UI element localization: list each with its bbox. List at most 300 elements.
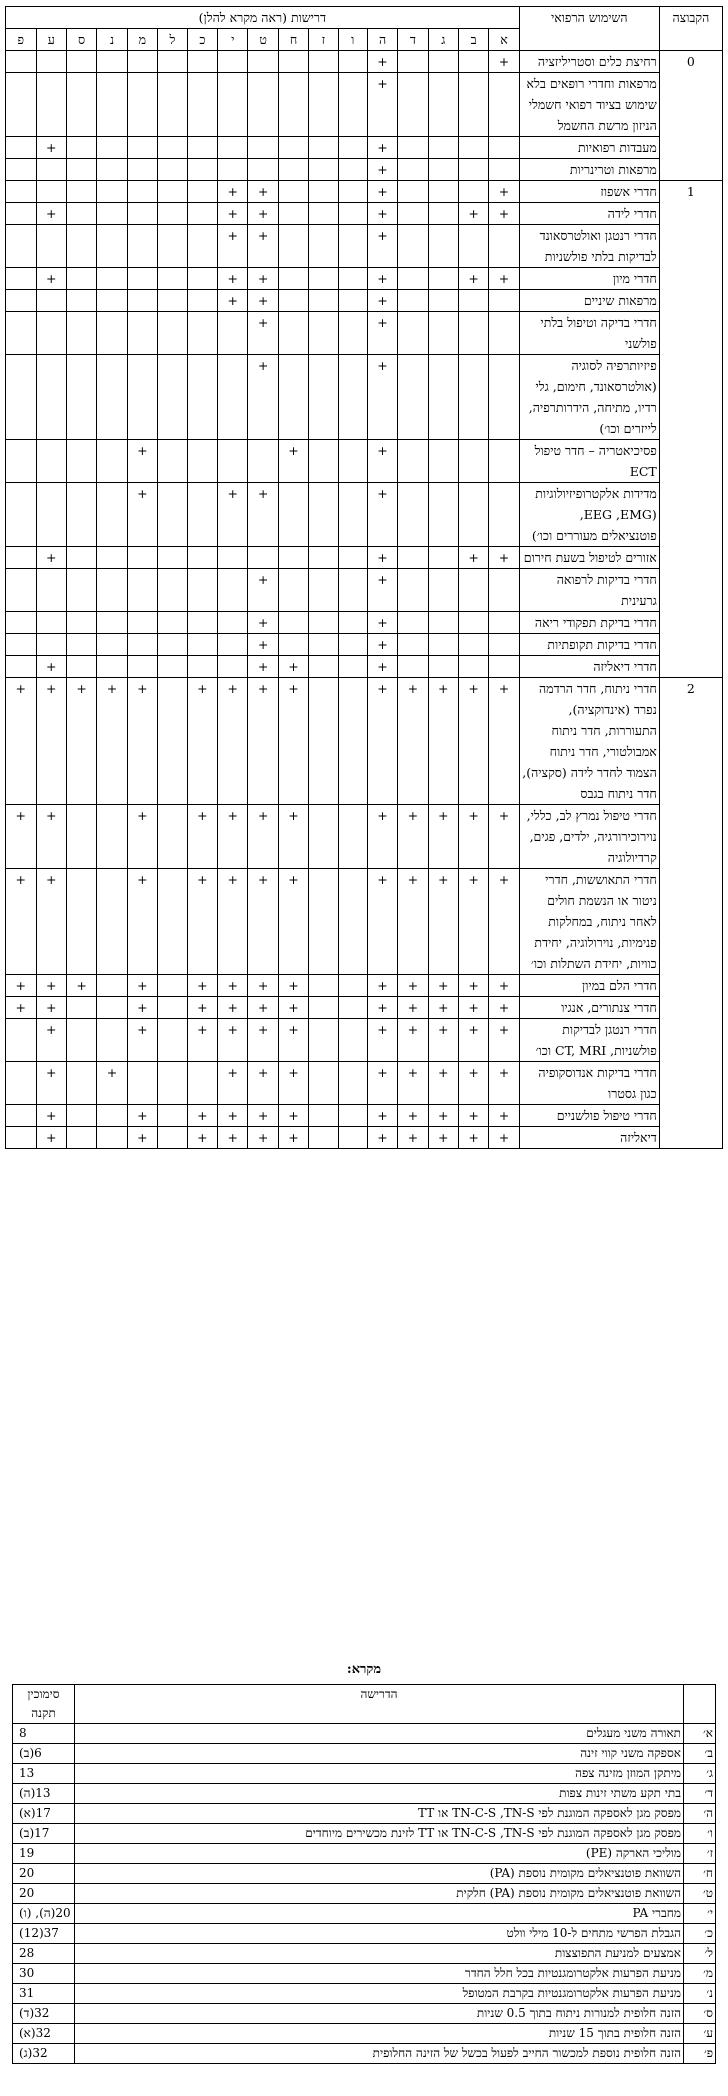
requirement-empty — [158, 73, 188, 137]
legend-row — [13, 1944, 716, 1964]
requirement-mark: + — [36, 805, 66, 869]
legend-letter: ב׳ — [684, 1744, 716, 1764]
requirement-empty — [338, 805, 367, 869]
header-letter: ח — [278, 29, 308, 51]
requirement-empty — [97, 612, 127, 634]
requirement-empty — [127, 268, 157, 290]
requirement-empty — [158, 312, 188, 355]
requirement-mark: + — [127, 975, 157, 997]
table-row — [6, 1019, 723, 1062]
header-group: הקבוצה — [659, 7, 722, 51]
requirement-empty — [218, 73, 248, 137]
requirement-empty — [97, 355, 127, 440]
requirement-mark: + — [278, 975, 308, 997]
requirement-empty — [66, 290, 96, 312]
header-letter: י — [218, 29, 248, 51]
header-letter: א — [489, 29, 519, 51]
legend-row — [13, 1744, 716, 1764]
requirement-empty — [66, 137, 96, 159]
requirement-empty — [97, 656, 127, 678]
requirement-empty — [218, 612, 248, 634]
requirement-empty — [97, 569, 127, 612]
requirement-mark: + — [458, 997, 488, 1019]
requirement-mark: + — [489, 869, 519, 975]
requirement-mark: + — [66, 678, 96, 805]
requirement-mark: + — [248, 1105, 278, 1127]
requirement-mark: + — [367, 547, 397, 569]
requirement-mark: + — [187, 1105, 217, 1127]
legend-clause: 17(א) — [13, 1804, 75, 1824]
legend-row — [13, 1844, 716, 1864]
requirement-empty — [158, 203, 188, 225]
requirement-empty — [398, 634, 428, 656]
requirement-empty — [458, 483, 488, 547]
requirement-empty — [338, 51, 367, 73]
medical-use: מדידות אלקטרופיזיולוגיות (EEG ,EMG, פוטנציאלים מעוררים וכו׳) — [519, 483, 659, 547]
legend-clause: 32(א) — [13, 2024, 75, 2044]
requirement-empty — [398, 203, 428, 225]
legend-requirement: מניעת הפרעות אלקטרומגנטיות בכל חלל החדר — [75, 1964, 684, 1984]
requirement-empty — [127, 159, 157, 181]
requirement-empty — [398, 612, 428, 634]
requirement-empty — [66, 1019, 96, 1062]
requirement-mark: + — [458, 1019, 488, 1062]
requirement-empty — [458, 225, 488, 268]
requirement-empty — [158, 440, 188, 483]
legend-letter: ד׳ — [684, 1784, 716, 1804]
requirement-empty — [6, 1127, 37, 1149]
requirement-empty — [66, 805, 96, 869]
requirement-empty — [428, 547, 458, 569]
requirement-empty — [309, 612, 338, 634]
requirement-mark: + — [218, 678, 248, 805]
requirement-empty — [489, 656, 519, 678]
requirement-empty — [398, 656, 428, 678]
requirement-mark: + — [36, 137, 66, 159]
legend-clause: 32(ד) — [13, 2004, 75, 2024]
requirement-mark: + — [489, 181, 519, 203]
header-letter: ה — [367, 29, 397, 51]
legend-requirement: מיתקן המוזן מזינה צפה — [75, 1764, 684, 1784]
requirement-empty — [398, 137, 428, 159]
requirement-empty — [66, 634, 96, 656]
requirement-empty — [458, 181, 488, 203]
requirement-empty — [6, 268, 37, 290]
requirement-empty — [158, 225, 188, 268]
requirement-empty — [309, 997, 338, 1019]
requirement-empty — [6, 612, 37, 634]
requirement-mark: + — [367, 612, 397, 634]
requirement-empty — [158, 569, 188, 612]
requirement-empty — [6, 1105, 37, 1127]
requirement-mark: + — [367, 1019, 397, 1062]
legend-letter: ז׳ — [684, 1844, 716, 1864]
requirement-empty — [187, 225, 217, 268]
requirement-mark: + — [6, 678, 37, 805]
requirement-mark: + — [428, 805, 458, 869]
requirement-empty — [97, 137, 127, 159]
legend-header-requirement: הדרישה — [75, 1685, 684, 1724]
requirement-mark: + — [458, 869, 488, 975]
legend-letter: ס׳ — [684, 2004, 716, 2024]
requirement-mark: + — [218, 975, 248, 997]
requirement-empty — [309, 73, 338, 137]
requirement-empty — [187, 268, 217, 290]
requirement-mark: + — [398, 805, 428, 869]
requirement-mark: + — [367, 290, 397, 312]
requirement-empty — [489, 159, 519, 181]
requirement-mark: + — [127, 869, 157, 975]
requirement-empty — [187, 440, 217, 483]
requirement-empty — [158, 975, 188, 997]
requirement-empty — [36, 440, 66, 483]
medical-use: חדרי בדיקה וטיפול בלתי פולשני — [519, 312, 659, 355]
requirement-empty — [97, 290, 127, 312]
requirement-mark: + — [458, 203, 488, 225]
legend-letter: כ׳ — [684, 1924, 716, 1944]
requirement-empty — [338, 547, 367, 569]
requirement-empty — [398, 51, 428, 73]
requirement-mark: + — [278, 678, 308, 805]
requirement-empty — [158, 612, 188, 634]
legend-header-clause: סימוכין תקנה — [13, 1685, 75, 1724]
requirement-mark: + — [428, 1105, 458, 1127]
requirement-mark: + — [278, 805, 308, 869]
requirement-empty — [127, 355, 157, 440]
requirement-mark: + — [6, 997, 37, 1019]
requirement-mark: + — [278, 440, 308, 483]
requirement-mark: + — [36, 1127, 66, 1149]
header-letter: ס — [66, 29, 96, 51]
legend-header-letter — [684, 1685, 716, 1724]
medical-use: חדרי לידה — [519, 203, 659, 225]
requirement-mark: + — [248, 975, 278, 997]
requirement-mark: + — [248, 612, 278, 634]
requirement-empty — [97, 1105, 127, 1127]
requirement-empty — [338, 1127, 367, 1149]
requirement-mark: + — [398, 1062, 428, 1105]
requirement-empty — [489, 312, 519, 355]
requirement-empty — [398, 290, 428, 312]
requirement-mark: + — [367, 483, 397, 547]
requirement-mark: + — [278, 1062, 308, 1105]
requirement-empty — [187, 73, 217, 137]
legend-row — [13, 1924, 716, 1944]
requirement-empty — [66, 612, 96, 634]
requirement-mark: + — [97, 678, 127, 805]
requirement-empty — [458, 612, 488, 634]
requirement-empty — [66, 203, 96, 225]
requirement-empty — [6, 1019, 37, 1062]
requirement-empty — [6, 569, 37, 612]
requirement-empty — [458, 73, 488, 137]
requirement-empty — [36, 612, 66, 634]
legend-row — [13, 1824, 716, 1844]
requirement-empty — [97, 805, 127, 869]
legend-requirement: השוואת פוטנציאלים מקומית נוספת (PA) חלקית — [75, 1884, 684, 1904]
legend-requirement: מפסק מגן לאספקה המוגנת לפי TN-C-S ,TN-S או TT לזינת מכשירים מיוחדים — [75, 1824, 684, 1844]
requirement-empty — [458, 137, 488, 159]
requirement-empty — [398, 268, 428, 290]
requirement-mark: + — [428, 997, 458, 1019]
requirement-mark: + — [187, 805, 217, 869]
requirement-empty — [66, 51, 96, 73]
requirement-empty — [338, 1105, 367, 1127]
requirement-empty — [187, 656, 217, 678]
medical-use: חדרי הלם במיון — [519, 975, 659, 997]
requirement-empty — [278, 483, 308, 547]
requirement-empty — [187, 569, 217, 612]
requirement-empty — [278, 225, 308, 268]
requirement-empty — [66, 225, 96, 268]
legend-requirement: מפסק מגן לאספקה המוגנת לפי TN-C-S ,TN-S או TT — [75, 1804, 684, 1824]
legend-letter: פ׳ — [684, 2044, 716, 2064]
legend-requirement: אספקה משני קווי זינה — [75, 1744, 684, 1764]
requirement-empty — [158, 159, 188, 181]
legend-requirement: בתי תקע משתי זינות צפות — [75, 1784, 684, 1804]
requirement-mark: + — [248, 483, 278, 547]
requirement-empty — [36, 51, 66, 73]
legend-letter: ע׳ — [684, 2024, 716, 2044]
requirement-empty — [428, 440, 458, 483]
requirement-empty — [66, 656, 96, 678]
requirement-empty — [428, 225, 458, 268]
requirement-mark: + — [248, 1062, 278, 1105]
requirement-empty — [309, 203, 338, 225]
requirement-empty — [66, 181, 96, 203]
requirement-empty — [458, 159, 488, 181]
requirement-mark: + — [248, 678, 278, 805]
requirement-empty — [158, 547, 188, 569]
requirement-empty — [428, 159, 458, 181]
requirement-empty — [158, 1127, 188, 1149]
legend-letter: ה׳ — [684, 1804, 716, 1824]
legend-row — [13, 1784, 716, 1804]
requirement-empty — [338, 634, 367, 656]
requirement-empty — [218, 656, 248, 678]
requirement-mark: + — [458, 1062, 488, 1105]
header-letter: ג — [428, 29, 458, 51]
requirement-empty — [158, 869, 188, 975]
requirement-mark: + — [218, 268, 248, 290]
requirement-mark: + — [127, 1019, 157, 1062]
legend-table — [12, 1684, 716, 2064]
requirement-empty — [248, 51, 278, 73]
requirement-empty — [428, 312, 458, 355]
requirement-mark: + — [218, 483, 248, 547]
legend-requirement: מוליכי הארקה (PE) — [75, 1844, 684, 1864]
requirement-empty — [489, 483, 519, 547]
requirement-mark: + — [398, 1127, 428, 1149]
requirement-mark: + — [367, 1105, 397, 1127]
table-row — [6, 975, 723, 997]
requirement-empty — [338, 290, 367, 312]
header-letter: ע — [36, 29, 66, 51]
requirement-empty — [428, 290, 458, 312]
requirement-empty — [338, 1019, 367, 1062]
requirement-empty — [458, 656, 488, 678]
requirement-empty — [338, 483, 367, 547]
requirement-empty — [158, 678, 188, 805]
requirement-empty — [309, 1019, 338, 1062]
requirement-empty — [158, 1062, 188, 1105]
requirement-empty — [6, 181, 37, 203]
requirement-mark: + — [187, 1127, 217, 1149]
requirement-mark: + — [218, 1062, 248, 1105]
requirement-mark: + — [367, 569, 397, 612]
table-row — [6, 312, 723, 355]
requirement-empty — [97, 869, 127, 975]
requirement-empty — [97, 312, 127, 355]
requirement-empty — [428, 203, 458, 225]
requirement-empty — [97, 634, 127, 656]
requirement-empty — [36, 483, 66, 547]
requirement-empty — [36, 312, 66, 355]
requirement-empty — [66, 268, 96, 290]
requirement-empty — [158, 656, 188, 678]
requirement-empty — [97, 73, 127, 137]
legend-requirement: הזנה חלופית בתוך 15 שניות — [75, 2024, 684, 2044]
requirement-mark: + — [127, 440, 157, 483]
requirement-mark: + — [458, 1127, 488, 1149]
requirement-empty — [36, 159, 66, 181]
legend-letter: א׳ — [684, 1724, 716, 1744]
legend-letter: י׳ — [684, 1904, 716, 1924]
table-row — [6, 656, 723, 678]
requirement-mark: + — [367, 1062, 397, 1105]
medical-use: חדרי בדיקות לרפואה גרעינית — [519, 569, 659, 612]
legend-row — [13, 2004, 716, 2024]
requirement-empty — [187, 137, 217, 159]
requirement-mark: + — [218, 1105, 248, 1127]
requirement-empty — [338, 268, 367, 290]
table-row — [6, 225, 723, 268]
legend-letter: מ׳ — [684, 1964, 716, 1984]
legend-requirement: מחברי PA — [75, 1904, 684, 1924]
requirement-empty — [187, 483, 217, 547]
requirement-mark: + — [248, 290, 278, 312]
requirement-empty — [218, 159, 248, 181]
requirement-empty — [97, 181, 127, 203]
medical-use: חדרי רנטגן לבדיקות פולשניות, CT, MRI וכו׳ — [519, 1019, 659, 1062]
requirement-empty — [36, 569, 66, 612]
requirement-mark: + — [458, 678, 488, 805]
requirement-empty — [278, 51, 308, 73]
requirement-mark: + — [218, 805, 248, 869]
requirement-mark: + — [187, 678, 217, 805]
requirement-mark: + — [489, 1019, 519, 1062]
medical-use: חדרי טיפול נמרץ לב, כללי, נוירוכירורגיה, ילדים, פגים, קרדיולוגיה — [519, 805, 659, 869]
requirement-empty — [489, 569, 519, 612]
requirement-empty — [66, 1127, 96, 1149]
medical-use: חדרי מיון — [519, 268, 659, 290]
legend-requirement: הגבלת הפרשי מתחים ל-10 מילי וולט — [75, 1924, 684, 1944]
requirement-mark: + — [127, 1105, 157, 1127]
requirement-empty — [187, 1062, 217, 1105]
requirement-empty — [338, 440, 367, 483]
requirement-mark: + — [367, 975, 397, 997]
requirement-empty — [278, 547, 308, 569]
medical-use: רחיצת כלים וסטריליזציה — [519, 51, 659, 73]
requirement-empty — [309, 656, 338, 678]
legend-row — [13, 2044, 716, 2064]
requirement-mark: + — [6, 805, 37, 869]
requirement-empty — [97, 440, 127, 483]
requirement-empty — [338, 73, 367, 137]
requirement-mark: + — [218, 1127, 248, 1149]
legend-requirement: הזנה חלופית נוספת למכשור החייב לפעול בכשל של הזינה החלופית — [75, 2044, 684, 2064]
requirement-empty — [278, 355, 308, 440]
requirement-mark: + — [127, 1127, 157, 1149]
legend-title: מקרא: — [346, 1662, 382, 1677]
requirement-empty — [309, 805, 338, 869]
requirement-mark: + — [398, 678, 428, 805]
legend-letter: ח׳ — [684, 1864, 716, 1884]
requirement-empty — [187, 203, 217, 225]
table-row — [6, 355, 723, 440]
requirement-empty — [97, 268, 127, 290]
table-row — [6, 805, 723, 869]
requirement-empty — [97, 483, 127, 547]
legend-clause: 37(12) — [13, 1924, 75, 1944]
legend-clause: 19 — [13, 1844, 75, 1864]
requirement-mark: + — [458, 547, 488, 569]
requirement-mark: + — [367, 51, 397, 73]
requirement-mark: + — [489, 997, 519, 1019]
requirement-empty — [187, 181, 217, 203]
requirement-empty — [428, 612, 458, 634]
medical-use: מרפאות שיניים — [519, 290, 659, 312]
requirement-empty — [158, 805, 188, 869]
requirement-mark: + — [218, 181, 248, 203]
requirement-empty — [6, 159, 37, 181]
table-row — [6, 1127, 723, 1149]
requirement-mark: + — [489, 1127, 519, 1149]
requirement-empty — [309, 268, 338, 290]
medical-use: חדרי צנתורים, אנגיו — [519, 997, 659, 1019]
header-letter: ל — [158, 29, 188, 51]
requirement-mark: + — [248, 312, 278, 355]
requirement-empty — [6, 547, 37, 569]
requirement-mark: + — [248, 656, 278, 678]
requirement-mark: + — [367, 678, 397, 805]
legend-requirement: הזנה חלופית למנורות ניתוח בתוך 0.5 שניות — [75, 2004, 684, 2024]
requirement-empty — [398, 440, 428, 483]
table-row — [6, 612, 723, 634]
requirement-mark: + — [367, 203, 397, 225]
requirement-empty — [278, 290, 308, 312]
requirement-empty — [398, 569, 428, 612]
requirement-empty — [127, 634, 157, 656]
requirement-mark: + — [248, 268, 278, 290]
requirement-empty — [338, 997, 367, 1019]
requirement-mark: + — [248, 569, 278, 612]
requirement-empty — [248, 547, 278, 569]
requirement-empty — [309, 483, 338, 547]
requirement-empty — [187, 312, 217, 355]
requirement-mark: + — [398, 997, 428, 1019]
legend-row — [13, 2024, 716, 2044]
header-letter: נ — [97, 29, 127, 51]
requirement-empty — [158, 268, 188, 290]
requirement-mark: + — [218, 203, 248, 225]
requirement-empty — [428, 569, 458, 612]
requirement-empty — [6, 483, 37, 547]
requirement-empty — [428, 483, 458, 547]
legend-letter: נ׳ — [684, 1984, 716, 2004]
requirement-mark: + — [398, 869, 428, 975]
medical-use: חדרי טיפול פולשניים — [519, 1105, 659, 1127]
